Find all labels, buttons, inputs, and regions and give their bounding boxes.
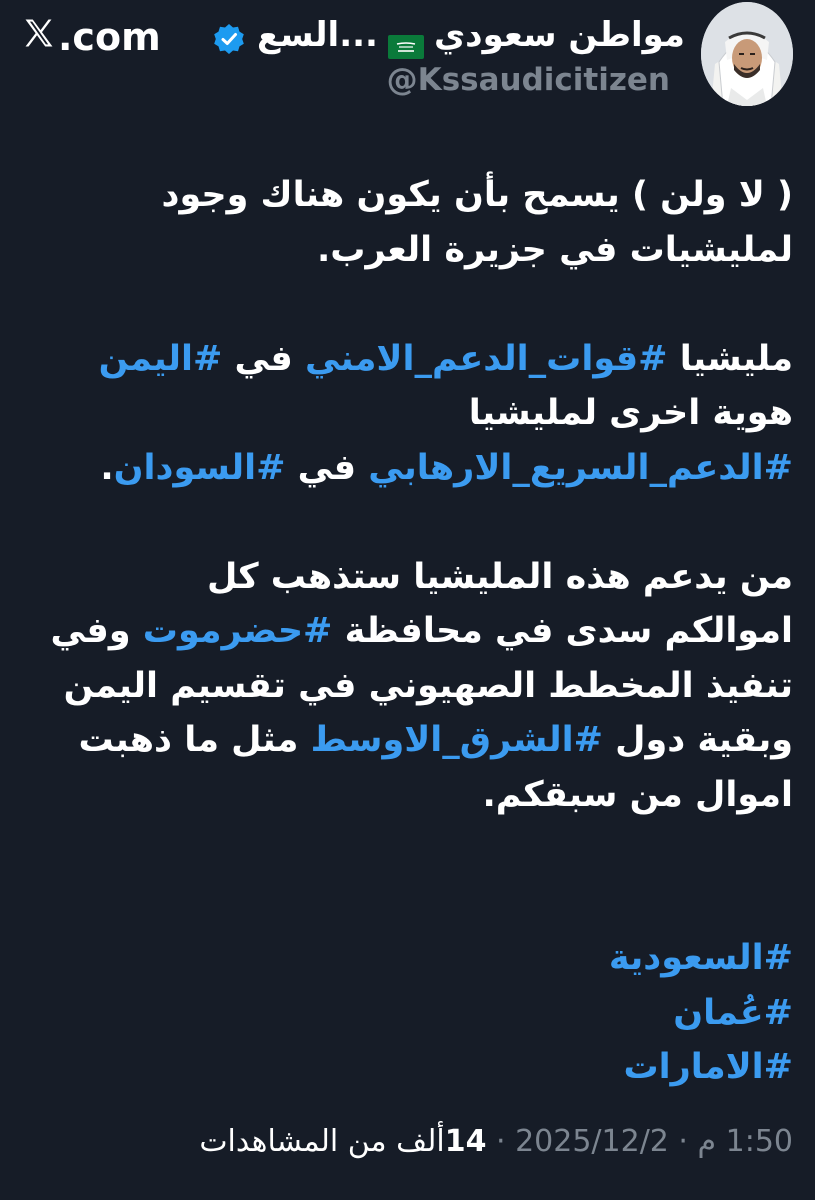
hashtag-link[interactable]: #السعودية <box>608 938 793 978</box>
hashtag-link[interactable]: #الشرق_الاوسط <box>310 720 603 760</box>
hashtag-link[interactable]: #الدعم_السريع_الارهابي <box>368 447 793 488</box>
verified-badge-icon <box>213 19 245 51</box>
text-line: تنفيذ المخطط الصهيوني في تقسيم اليمن <box>63 665 793 706</box>
x-brand <box>22 12 161 62</box>
x-logo-icon <box>22 12 58 62</box>
text-line: لمليشيات في جزيرة العرب. <box>317 229 793 270</box>
avatar[interactable] <box>701 2 793 106</box>
saudi-flag-icon <box>388 23 424 47</box>
text-fragment: وبقية دول <box>602 720 793 760</box>
hashtag-link[interactable]: #السودان <box>113 447 286 488</box>
text-fragment: وفي <box>50 611 143 651</box>
paragraph-3 <box>18 550 793 823</box>
text-fragment: مثل ما ذهبت <box>78 720 311 760</box>
text-line: من يدعم هذه المليشيا ستذهب كل <box>206 556 793 597</box>
paragraph-1 <box>18 168 793 277</box>
views-label: ألف من المشاهدات <box>199 1124 445 1159</box>
paragraph-2 <box>18 332 793 496</box>
tweet-header <box>0 0 815 130</box>
tweet-text <box>18 168 793 1095</box>
tweet-date[interactable]: 2025/12/2 <box>515 1124 669 1159</box>
hashtag-link[interactable]: #عُمان <box>673 992 793 1033</box>
text-fragment: في <box>222 338 306 379</box>
text-fragment: . <box>100 447 114 488</box>
hashtag-link[interactable]: #اليمن <box>98 338 223 379</box>
tweet-meta <box>199 1118 793 1166</box>
hashtag-link[interactable]: #قوات_الدعم_الامني <box>305 338 668 379</box>
text-line: هوية اخرى لمليشيا <box>468 393 793 433</box>
display-name-suffix: السع... <box>256 15 378 55</box>
text-fragment: في <box>285 447 369 488</box>
text-line: اموال من سبقكم. <box>482 774 793 815</box>
views-count: 14 <box>444 1124 487 1159</box>
author-name-row[interactable] <box>213 10 685 60</box>
author-handle[interactable]: @Kssaudicitizen <box>386 62 670 98</box>
hashtag-link[interactable]: #الامارات <box>623 1047 793 1087</box>
hashtag-list <box>18 931 793 1095</box>
meta-separator: · <box>486 1124 516 1159</box>
site-label: .com <box>58 15 161 59</box>
meta-separator: · <box>668 1124 698 1159</box>
text-fragment: اموالكم سدى في محافظة <box>332 611 793 651</box>
tweet-time[interactable]: 1:50 م <box>697 1124 793 1159</box>
hashtag-link[interactable]: #حضرموت <box>142 611 333 651</box>
text-line: ( لا ولن ) يسمح بأن يكون هناك وجود <box>161 175 793 215</box>
display-name: مواطن سعودي <box>433 15 685 55</box>
text-fragment: مليشيا <box>667 338 793 379</box>
